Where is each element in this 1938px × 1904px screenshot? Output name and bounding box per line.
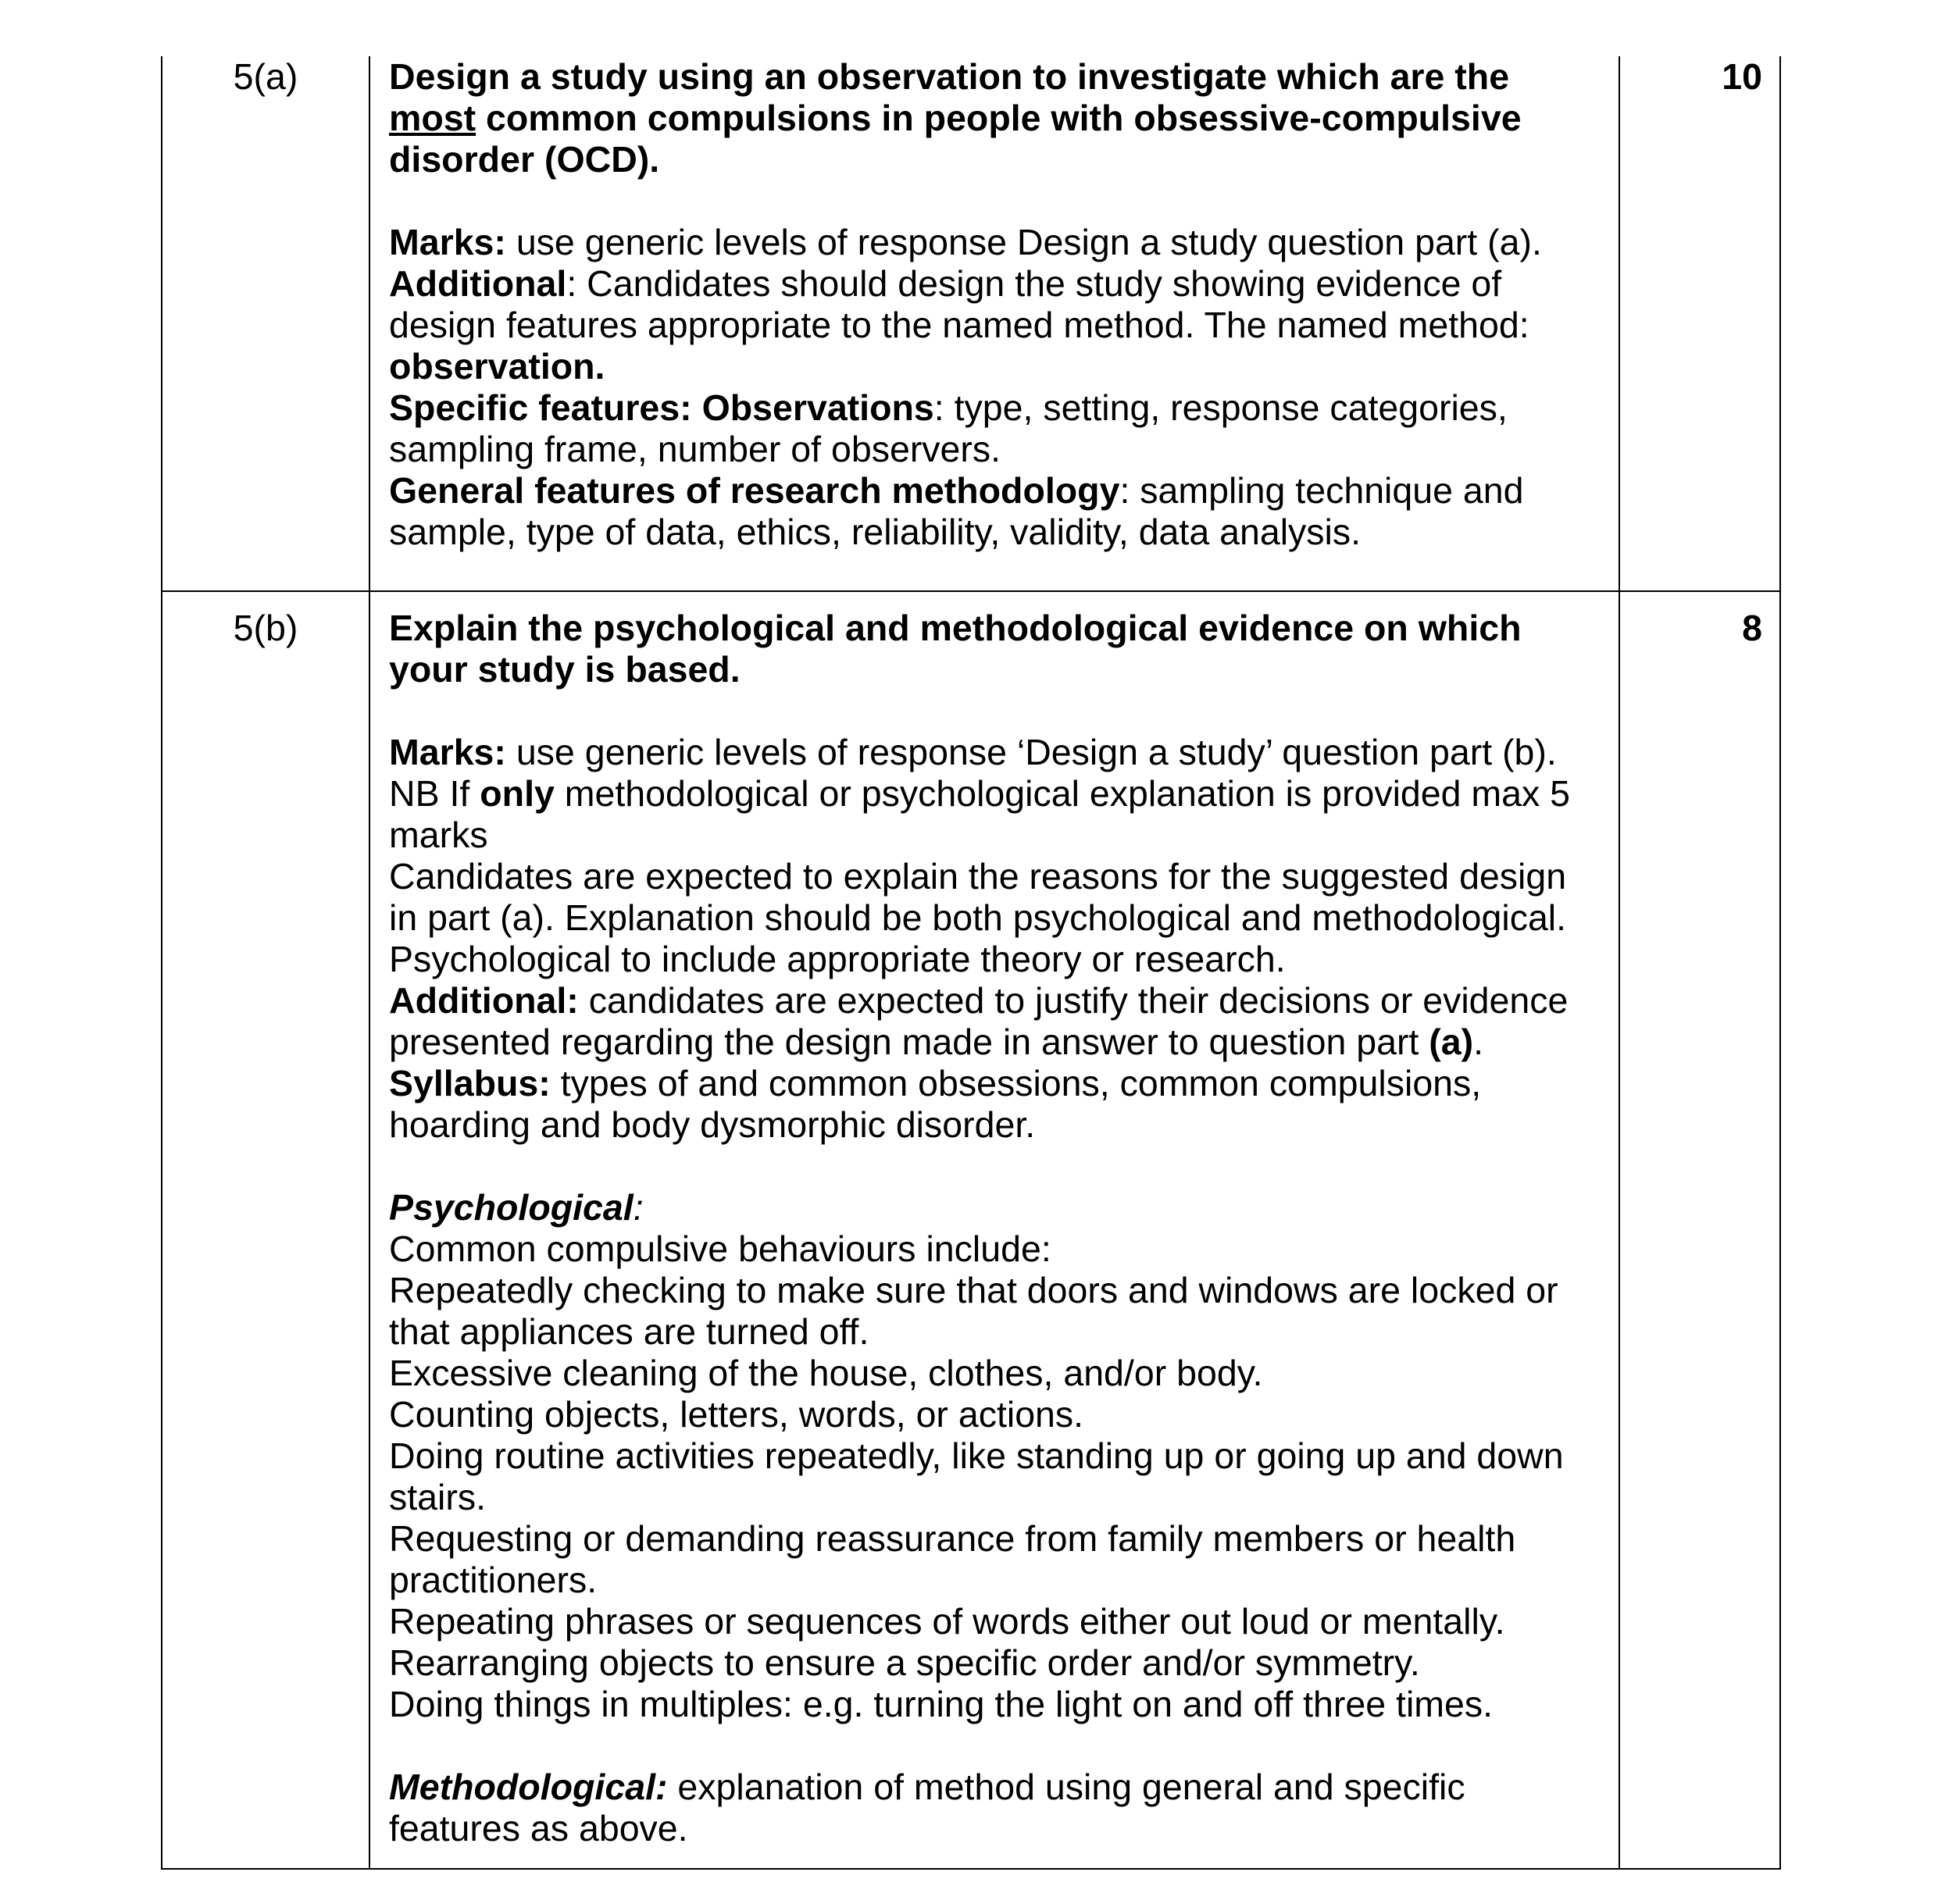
underlined-word: most (389, 98, 476, 138)
mark-scheme-table (161, 56, 1781, 1870)
specific-features: Specific features: Observations: type, setting, response categories, sampling frame, number of observers. (389, 387, 1508, 469)
table-row (162, 591, 1780, 1869)
list-item: Repeating phrases or sequences of words either out loud or mentally. (389, 1601, 1505, 1642)
marks-value: 10 (1722, 56, 1762, 97)
list-item: Counting objects, letters, words, or actions. (389, 1394, 1084, 1435)
psychological-include-text: Psychological to include appropriate theory or research. (389, 939, 1286, 979)
nb-note: NB If only methodological or psychological explanation is provided max 5 marks (389, 773, 1571, 855)
question-heading: Design a study using an observation to investigate which are the most common compulsions in people with obsessive-compulsive disorder (OCD). (389, 56, 1522, 180)
additional-guidance: Additional: candidates are expected to justify their decisions or evidence presented regarding the design made in answer to question part (a). (389, 980, 1569, 1062)
marks-value: 8 (1742, 608, 1762, 648)
marks-guidance: Marks: use generic levels of response Design a study question part (a). (389, 222, 1542, 262)
methodological-text: Methodological: explanation of method using general and specific features as above. (389, 1767, 1465, 1849)
syllabus-text: Syllabus: types of and common obsessions, common compulsions, hoarding and body dysmorphic disorder. (389, 1063, 1482, 1145)
additional-guidance: Additional: Candidates should design the study showing evidence of design features appropriate to the named method. The named method: observation. (389, 263, 1529, 387)
question-heading: Explain the psychological and methodological evidence on which your study is based. (389, 608, 1522, 690)
expectation-text: Candidates are expected to explain the reasons for the suggested design in part (a). Explanation should be both psychological and methodological. (389, 856, 1567, 938)
question-number: 5(b) (233, 608, 298, 648)
list-item: Doing things in multiples: e.g. turning the light on and off three times. (389, 1684, 1494, 1724)
list-item: Doing routine activities repeatedly, like standing up or going up and down stairs. (389, 1435, 1564, 1517)
answer-cell (369, 591, 1619, 1869)
compulsions-intro: Common compulsive behaviours include: (389, 1228, 1051, 1269)
marks-cell (1619, 591, 1780, 1869)
answer-cell (369, 56, 1619, 591)
list-item: Repeatedly checking to make sure that doors and windows are locked or that appliances are turned off. (389, 1270, 1558, 1352)
question-number-cell (162, 56, 369, 591)
table-row (162, 56, 1780, 591)
list-item: Rearranging objects to ensure a specific order and/or symmetry. (389, 1642, 1420, 1683)
marks-cell (1619, 56, 1780, 591)
question-number-cell (162, 591, 369, 1869)
marks-guidance: Marks: use generic levels of response ‘Design a study’ question part (b). (389, 732, 1557, 772)
question-number: 5(a) (233, 56, 298, 97)
general-features: General features of research methodology: sampling technique and sample, type of data, ethics, reliability, validity, data analysis. (389, 470, 1524, 552)
list-item: Excessive cleaning of the house, clothes, and/or body. (389, 1353, 1263, 1393)
psychological-heading: Psychological: (389, 1187, 644, 1228)
list-item: Requesting or demanding reassurance from family members or health practitioners. (389, 1518, 1516, 1600)
